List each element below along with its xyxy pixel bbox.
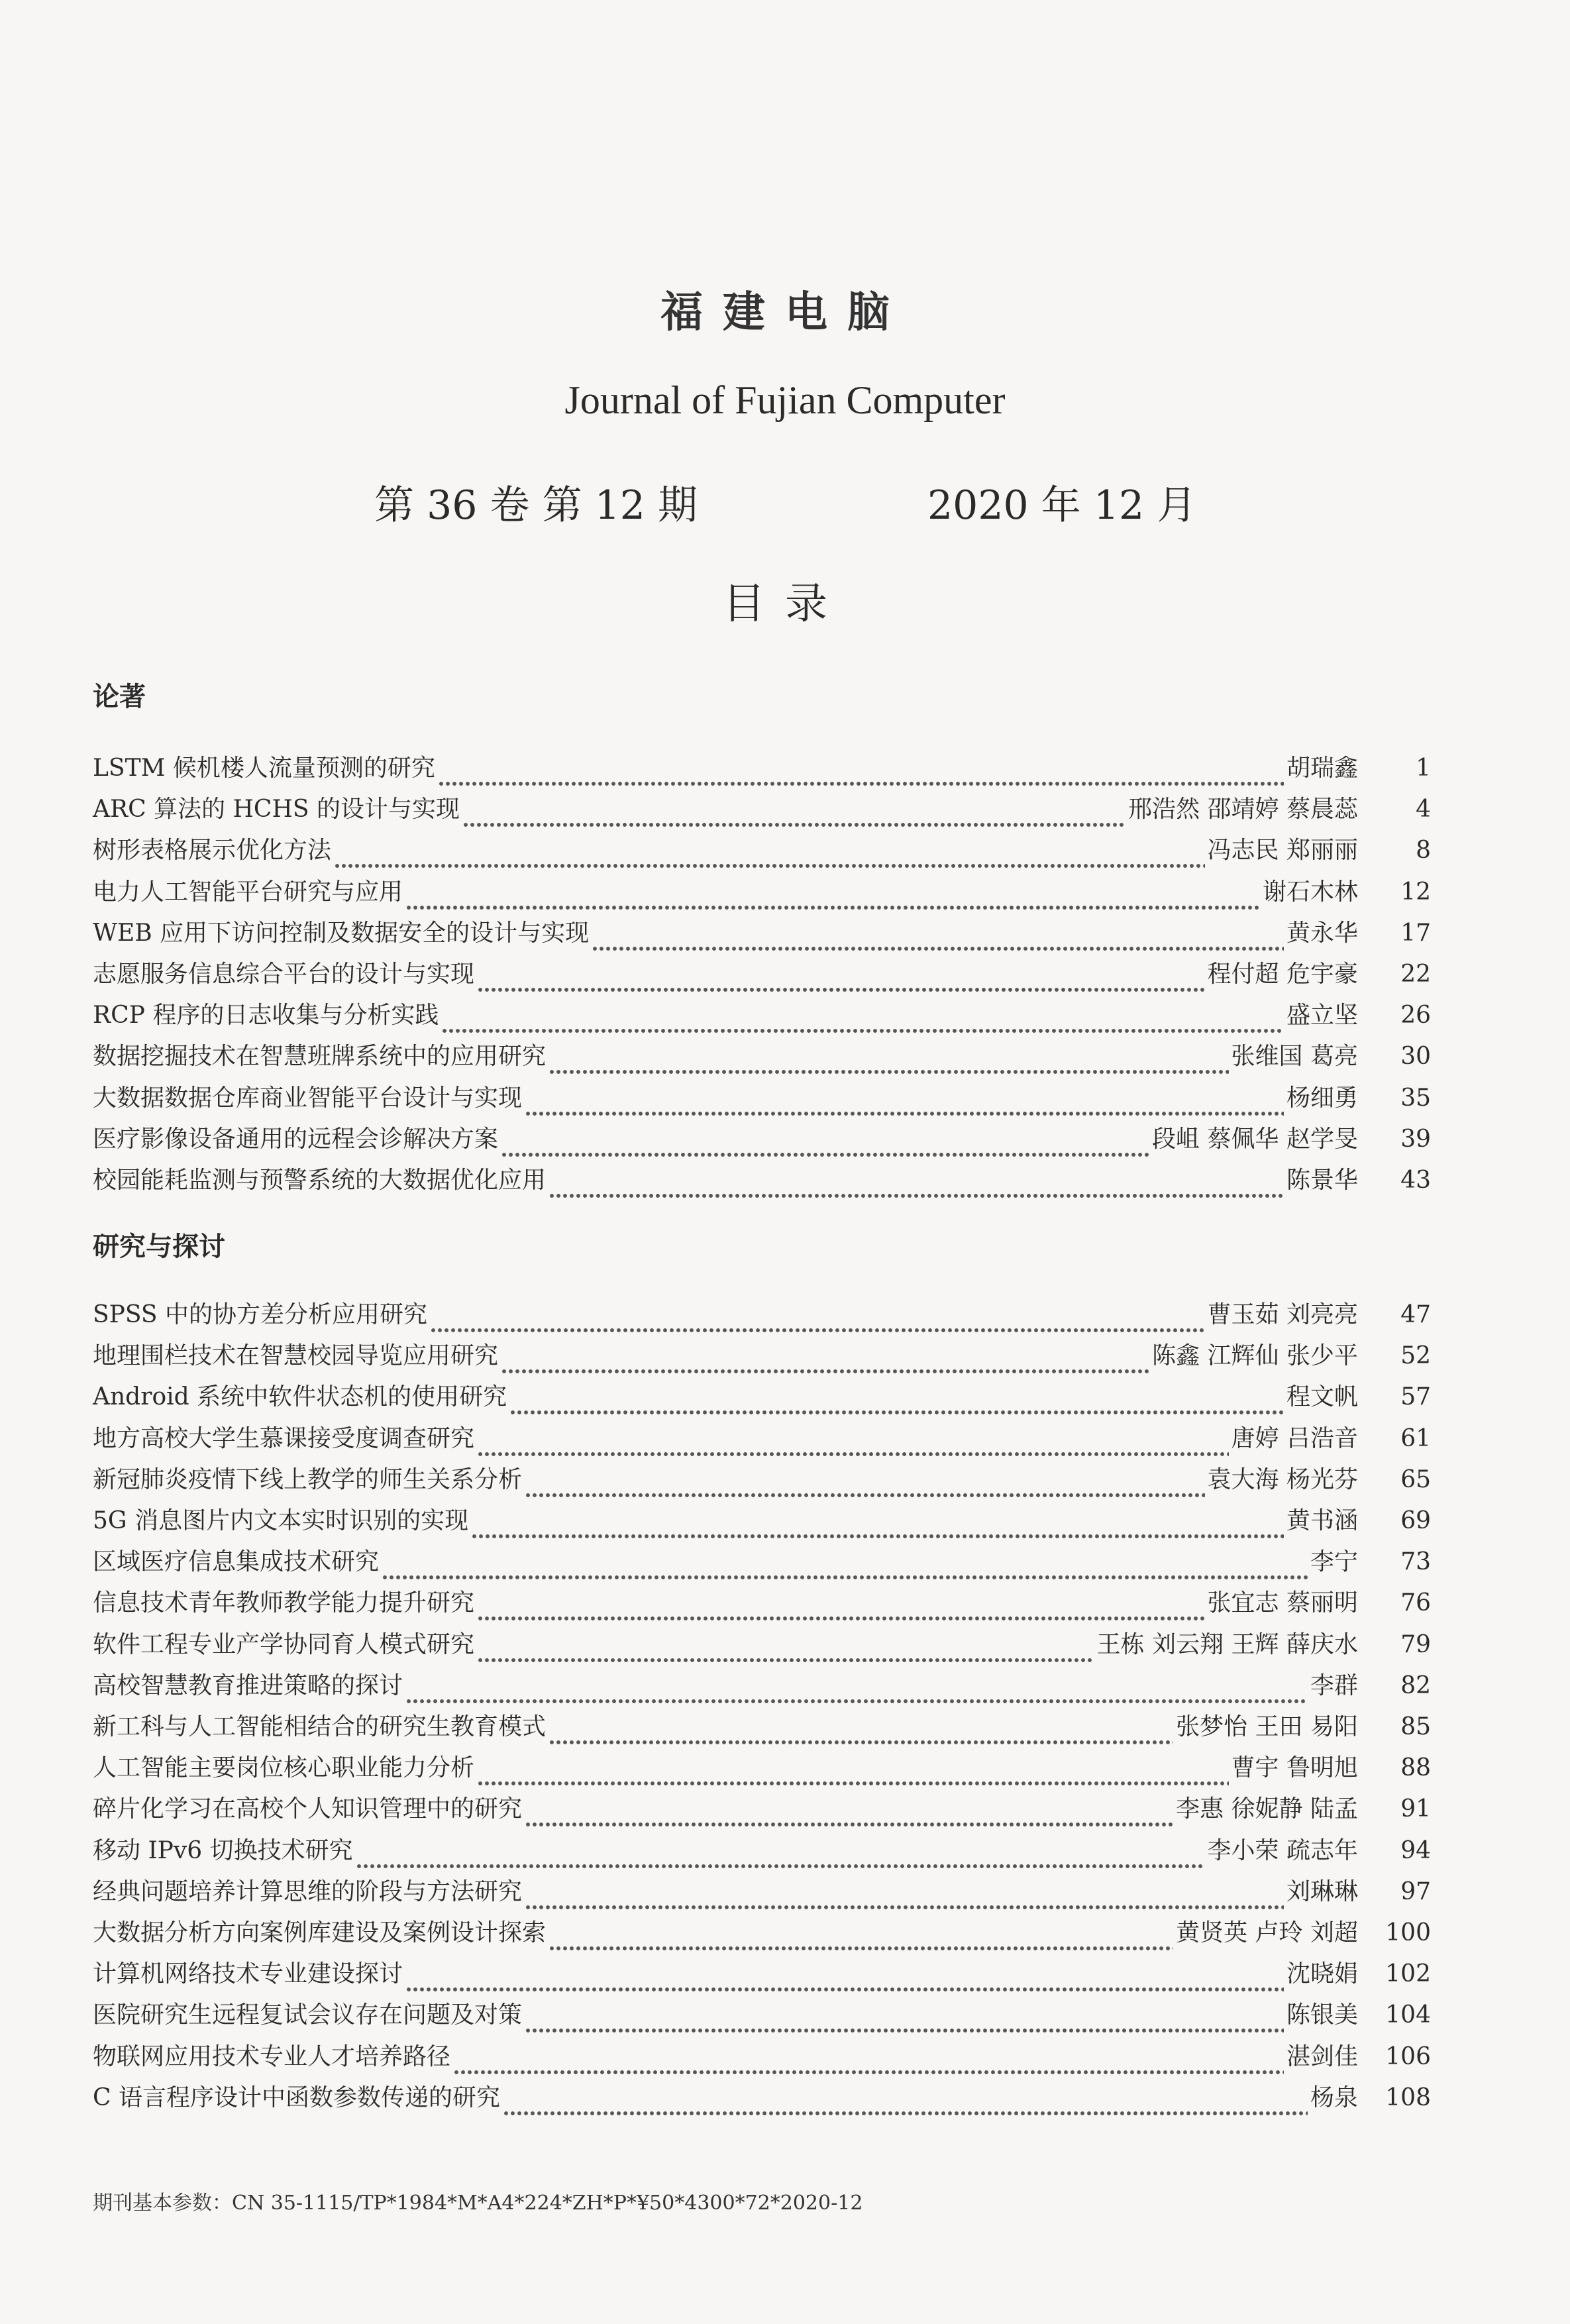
dot-leader [549,1046,1229,1074]
dot-leader [477,1758,1229,1785]
page-number: 100 [1385,1919,1431,1946]
page-number: 102 [1385,1960,1431,1987]
article-authors: 唐婷 吕浩音 [1231,1425,1358,1452]
dot-leader [525,1799,1173,1826]
article-authors: 邢浩然 邵靖婷 蔡晨蕊 [1128,796,1358,823]
article-title: 新冠肺炎疫情下线上教学的师生关系分析 [93,1466,523,1493]
toc-entry [93,1377,1431,1414]
toc-entry [93,1954,1431,1991]
page-number: 1 [1416,755,1431,782]
toc-entry [93,914,1431,951]
page-number: 61 [1400,1425,1431,1452]
dot-leader [453,2046,1284,2074]
toc-heading: 目录 [723,580,847,629]
article-title: 医院研究生远程复试会议存在问题及对策 [93,2001,523,2029]
article-authors: 程付超 危宇豪 [1207,961,1358,988]
article-authors: 袁大海 杨光芬 [1207,1466,1358,1493]
toc-entry [93,872,1431,910]
toc-entry [93,1995,1431,2033]
dot-leader [525,2005,1284,2033]
dot-leader [509,1387,1284,1414]
page-number: 104 [1385,2001,1431,2029]
article-authors: 湛剑佳 [1286,2043,1358,2070]
article-title: 校园能耗监测与预警系统的大数据优化应用 [93,1167,547,1194]
page-number: 79 [1400,1631,1431,1658]
article-title: 医疗影像设备通用的远程会诊解决方案 [93,1126,499,1153]
article-title: 地方高校大学生慕课接受度调查研究 [93,1425,475,1452]
page-number: 82 [1400,1672,1431,1699]
article-authors: 李宁 [1310,1548,1358,1575]
article-authors: 李惠 徐妮静 陆孟 [1176,1795,1358,1822]
toc-entry [93,749,1431,786]
page-number: 94 [1400,1837,1431,1864]
page-number: 76 [1400,1589,1431,1616]
article-authors: 曹玉茹 刘亮亮 [1207,1301,1358,1328]
article-authors: 李群 [1310,1672,1358,1699]
toc-entry [93,996,1431,1033]
article-title: 信息技术青年教师教学能力提升研究 [93,1589,475,1616]
article-authors: 杨细勇 [1286,1084,1358,1112]
dot-leader [592,923,1284,951]
dot-leader [503,2087,1308,2115]
dot-leader [405,1675,1308,1703]
dot-leader [356,1840,1205,1868]
article-title: 电力人工智能平台研究与应用 [93,878,403,906]
dot-leader [441,1005,1284,1033]
article-authors: 张宜志 蔡丽明 [1207,1589,1358,1616]
toc-entry [93,1460,1431,1497]
dot-leader [549,1170,1284,1198]
article-title: 物联网应用技术专业人才培养路径 [93,2043,451,2070]
article-title: 数据挖掘技术在智慧班牌系统中的应用研究 [93,1043,547,1070]
article-title: 高校智慧教育推进策略的探讨 [93,1672,403,1699]
issue-date: 2020 年 12 月 [927,482,1197,529]
toc-entry [93,1625,1431,1662]
dot-leader [405,1964,1284,1991]
page-number: 4 [1416,796,1431,823]
dot-leader [477,1428,1229,1456]
article-title: 大数据分析方向案例库建设及案例设计探索 [93,1919,547,1946]
page-number: 97 [1400,1878,1431,1905]
page-number: 47 [1400,1301,1431,1328]
article-authors: 陈银美 [1286,2001,1358,2029]
page-number: 22 [1400,961,1431,988]
article-title: 树形表格展示优化方法 [93,837,332,864]
page-number: 69 [1400,1507,1431,1534]
article-authors: 沈晓娟 [1286,1960,1358,1987]
dot-leader [549,1923,1173,1950]
dot-leader [477,964,1205,992]
page-number: 35 [1400,1084,1431,1112]
article-title: 经典问题培养计算思维的阶段与方法研究 [93,1878,523,1905]
toc-entry [93,1831,1431,1868]
page-number: 88 [1400,1754,1431,1781]
article-authors: 段岨 蔡佩华 赵学旻 [1152,1126,1358,1153]
issue-volume: 第 36 卷 第 12 期 [374,482,698,529]
article-authors: 张维国 葛亮 [1231,1043,1358,1070]
page-number: 12 [1400,878,1431,906]
toc-entry [93,1336,1431,1373]
toc-entry [93,1872,1431,1909]
article-title: 大数据数据仓库商业智能平台设计与实现 [93,1084,523,1112]
dot-leader [501,1129,1149,1157]
dot-leader [334,840,1205,868]
toc-entry [93,1913,1431,1950]
dot-leader [477,1593,1205,1620]
article-title: 志愿服务信息综合平台的设计与实现 [93,961,475,988]
article-authors: 杨泉 [1310,2084,1358,2111]
page-number: 43 [1400,1167,1431,1194]
toc-entry [93,1583,1431,1620]
toc-entry [93,1419,1431,1456]
toc-entry [93,2037,1431,2074]
article-title: WEB 应用下访问控制及数据安全的设计与实现 [93,920,590,947]
article-title: LSTM 候机楼人流量预测的研究 [93,755,435,782]
article-authors: 黄书涵 [1286,1507,1358,1534]
article-title: Android 系统中软件状态机的使用研究 [93,1383,507,1410]
toc-entry [93,1707,1431,1744]
article-authors: 冯志民 郑丽丽 [1207,837,1358,864]
toc-entry [93,2078,1431,2115]
toc-entry [93,790,1431,827]
article-title: RCP 程序的日志收集与分析实践 [93,1002,439,1029]
article-authors: 胡瑞鑫 [1286,755,1358,782]
article-title: SPSS 中的协方差分析应用研究 [93,1301,428,1328]
article-title: 软件工程专业产学协同育人模式研究 [93,1631,475,1658]
toc-entry [93,1295,1431,1332]
page-number: 65 [1400,1466,1431,1493]
page-number: 73 [1400,1548,1431,1575]
page-number: 30 [1400,1043,1431,1070]
toc-entry [93,1079,1431,1116]
article-title: 计算机网络技术专业建设探讨 [93,1960,403,1987]
article-authors: 程文帆 [1286,1383,1358,1410]
dot-leader [549,1717,1173,1744]
journal-parameters: 期刊基本参数：CN 35-1115/TP*1984*M*A4*224*ZH*P*¥50*4300*72*2020-12 [93,2192,863,2215]
article-authors: 刘琳琳 [1286,1878,1358,1905]
page-number: 108 [1385,2084,1431,2111]
article-authors: 黄贤英 卢玲 刘超 [1176,1919,1358,1946]
page-number: 57 [1400,1383,1431,1410]
page-number: 39 [1400,1126,1431,1153]
article-title: 地理围栏技术在智慧校园导览应用研究 [93,1342,499,1369]
toc-entry [93,1120,1431,1157]
toc-entry [93,1161,1431,1198]
toc-entry [93,955,1431,992]
journal-title-en: Journal of Fujian Computer [564,378,1006,422]
article-authors: 陈鑫 江辉仙 张少平 [1152,1342,1358,1369]
section-heading: 论著 [93,682,146,712]
section-heading: 研究与探讨 [93,1232,225,1262]
article-title: C 语言程序设计中函数参数传递的研究 [93,2084,500,2111]
article-authors: 曹宇 鲁明旭 [1231,1754,1358,1781]
dot-leader [525,1469,1205,1497]
dot-leader [382,1552,1308,1579]
page-number: 91 [1400,1795,1431,1822]
page-number: 85 [1400,1713,1431,1740]
toc-entry [93,1789,1431,1826]
article-authors: 黄永华 [1286,920,1358,947]
page-number: 26 [1400,1002,1431,1029]
dot-leader [477,1634,1094,1662]
dot-leader [438,758,1284,786]
toc-entry [93,1501,1431,1538]
dot-leader [501,1346,1149,1373]
page-number: 8 [1416,837,1431,864]
article-authors: 盛立坚 [1286,1002,1358,1029]
dot-leader [525,1088,1284,1116]
page-number: 106 [1385,2043,1431,2070]
article-authors: 王栋 刘云翔 王辉 薛庆水 [1096,1631,1358,1658]
toc-entry [93,1748,1431,1785]
toc-entry [93,1542,1431,1579]
page-number: 17 [1400,920,1431,947]
dot-leader [405,882,1260,910]
page-number: 52 [1400,1342,1431,1369]
article-title: 新工科与人工智能相结合的研究生教育模式 [93,1713,547,1740]
toc-entry [93,831,1431,868]
journal-title-cn: 福建电脑 [660,288,910,337]
toc-entry [93,1666,1431,1703]
article-authors: 李小荣 疏志年 [1207,1837,1358,1864]
article-authors: 陈景华 [1286,1167,1358,1194]
article-title: 5G 消息图片内文本实时识别的实现 [93,1507,469,1534]
dot-leader [462,799,1125,827]
article-title: 区域医疗信息集成技术研究 [93,1548,380,1575]
dot-leader [430,1304,1205,1332]
article-title: 碎片化学习在高校个人知识管理中的研究 [93,1795,523,1822]
toc-entry [93,1037,1431,1074]
article-title: 人工智能主要岗位核心职业能力分析 [93,1754,475,1781]
dot-leader [471,1510,1284,1538]
article-authors: 张梦怡 王田 易阳 [1176,1713,1358,1740]
article-title: 移动 IPv6 切换技术研究 [93,1837,353,1864]
dot-leader [525,1881,1284,1909]
article-authors: 谢石木林 [1262,878,1358,906]
article-title: ARC 算法的 HCHS 的设计与实现 [93,796,460,823]
